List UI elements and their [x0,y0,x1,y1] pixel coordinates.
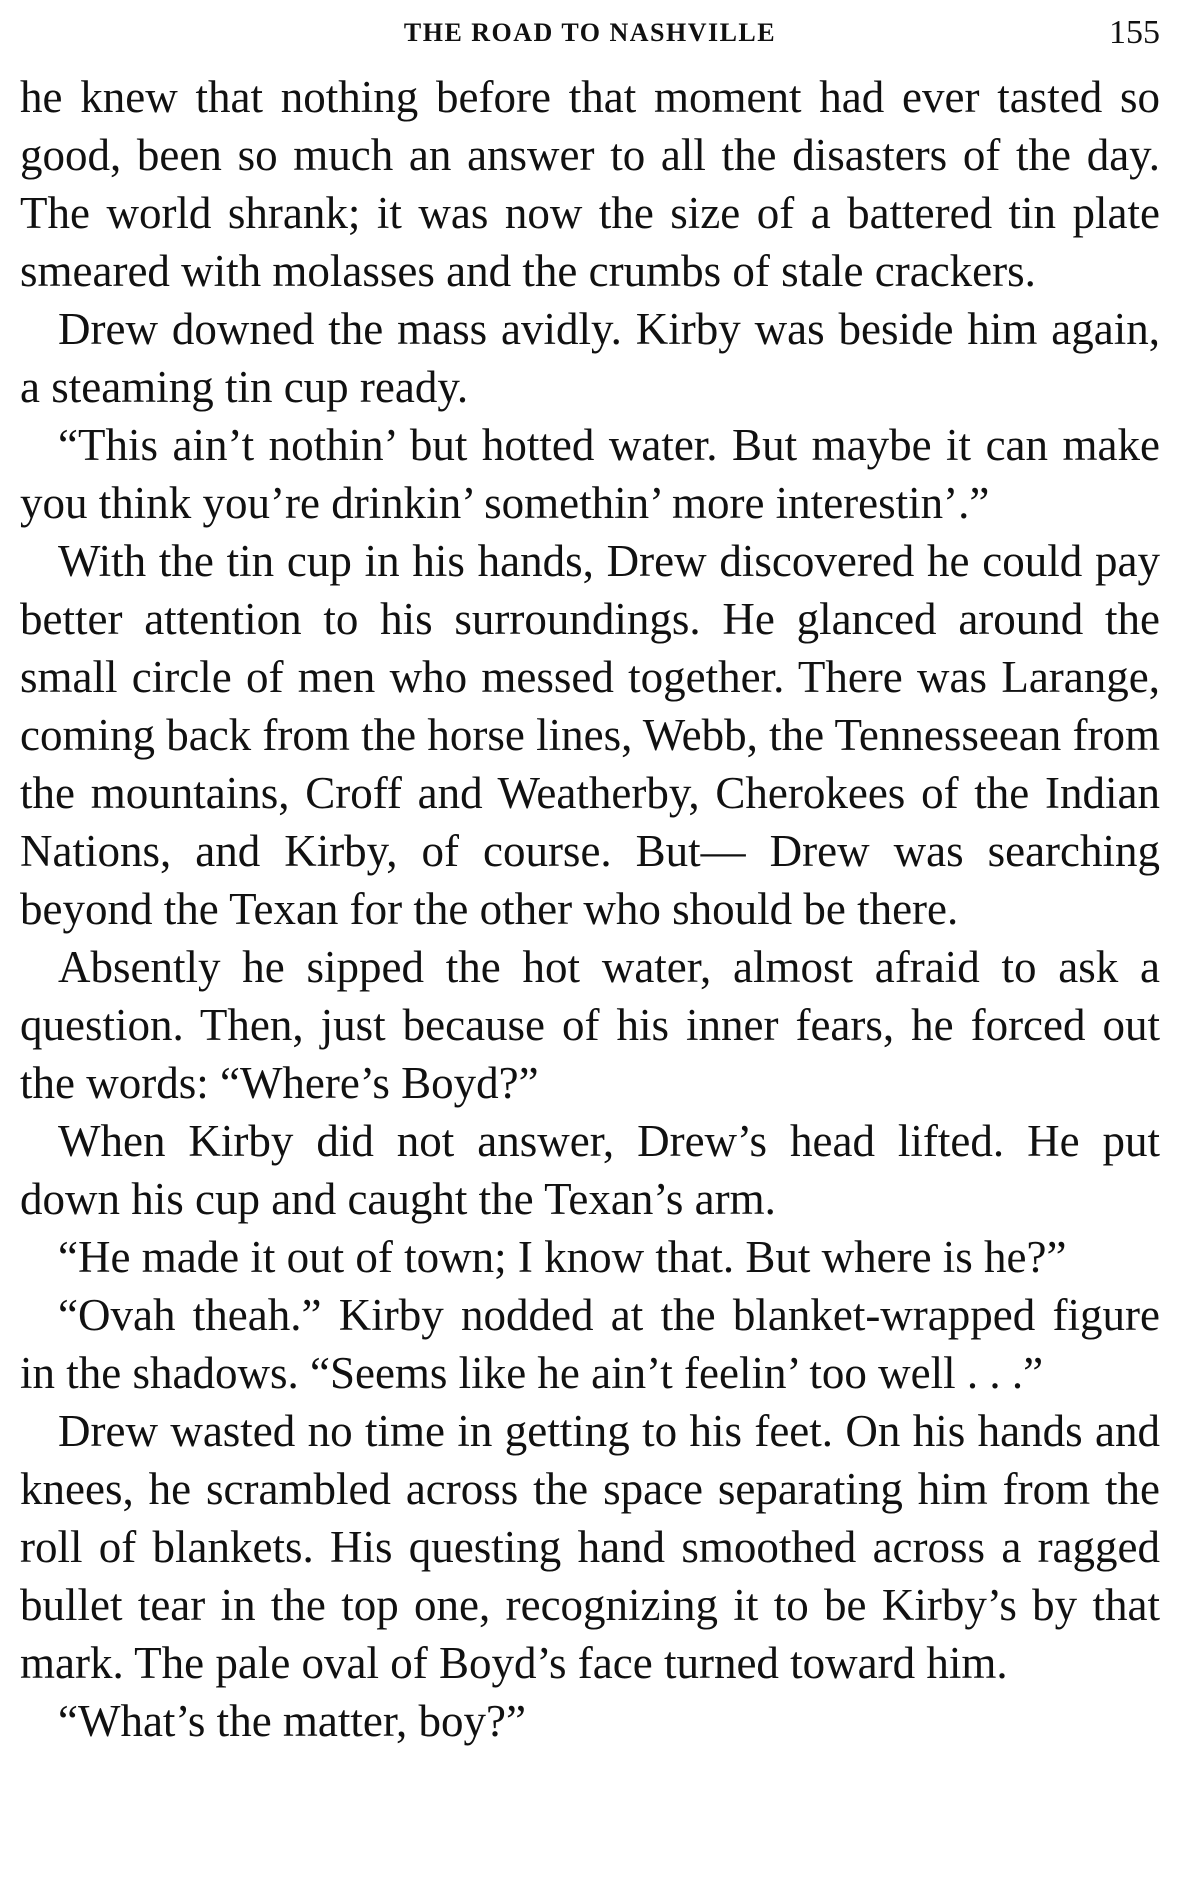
paragraph-3: “This ain’t nothin’ but hotted water. But maybe it can make you think you’re drinkin’ somethin’ more interestin’.” [20,420,1160,528]
running-header [20,14,1160,54]
paragraph-1: he knew that nothing before that moment had ever tasted so good, been so much an answer to all the disasters of the day. The world shrank; it was now the size of a battered tin plate smeared with molasses and the crumbs of stale crackers. [20,72,1160,296]
paragraph-10: “What’s the matter, boy?” [58,1696,526,1746]
paragraph-4: With the tin cup in his hands, Drew discovered he could pay better attention to his surroundings. He glanced around the small circle of men who messed together. There was Larange, coming back from the horse lines, Webb, the Tennesseean from the mountains, Croff and Weatherby, Cherokees of the Indian Nations, and Kirby, of course. But— Drew was searching beyond the Texan for the other who should be there. [20,536,1160,934]
paragraph-2: Drew downed the mass avidly. Kirby was beside him again, a steaming tin cup ready. [20,304,1160,412]
running-title: THE ROAD TO NASHVILLE [403,18,777,47]
paragraph-8: “Ovah theah.” Kirby nodded at the blanket-wrapped figure in the shadows. “Seems like he ain’t feelin’ too well . . .” [20,1290,1160,1398]
paragraph-5: Absently he sipped the hot water, almost afraid to ask a question. Then, just because of his inner fears, he forced out the words: “Where’s Boyd?” [20,942,1160,1108]
body-text [20,68,1160,1750]
paragraph-6: When Kirby did not answer, Drew’s head lifted. He put down his cup and caught the Texan’s arm. [20,1116,1160,1224]
page-number: 155 [1109,14,1160,51]
paragraph-9: Drew wasted no time in getting to his feet. On his hands and knees, he scrambled across the space separating him from the roll of blankets. His questing hand smoothed across a ragged bullet tear in the top one, recognizing it to be Kirby’s by that mark. The pale oval of Boyd’s face turned toward him. [20,1406,1160,1688]
paragraph-7: “He made it out of town; I know that. But where is he?” [58,1232,1067,1282]
